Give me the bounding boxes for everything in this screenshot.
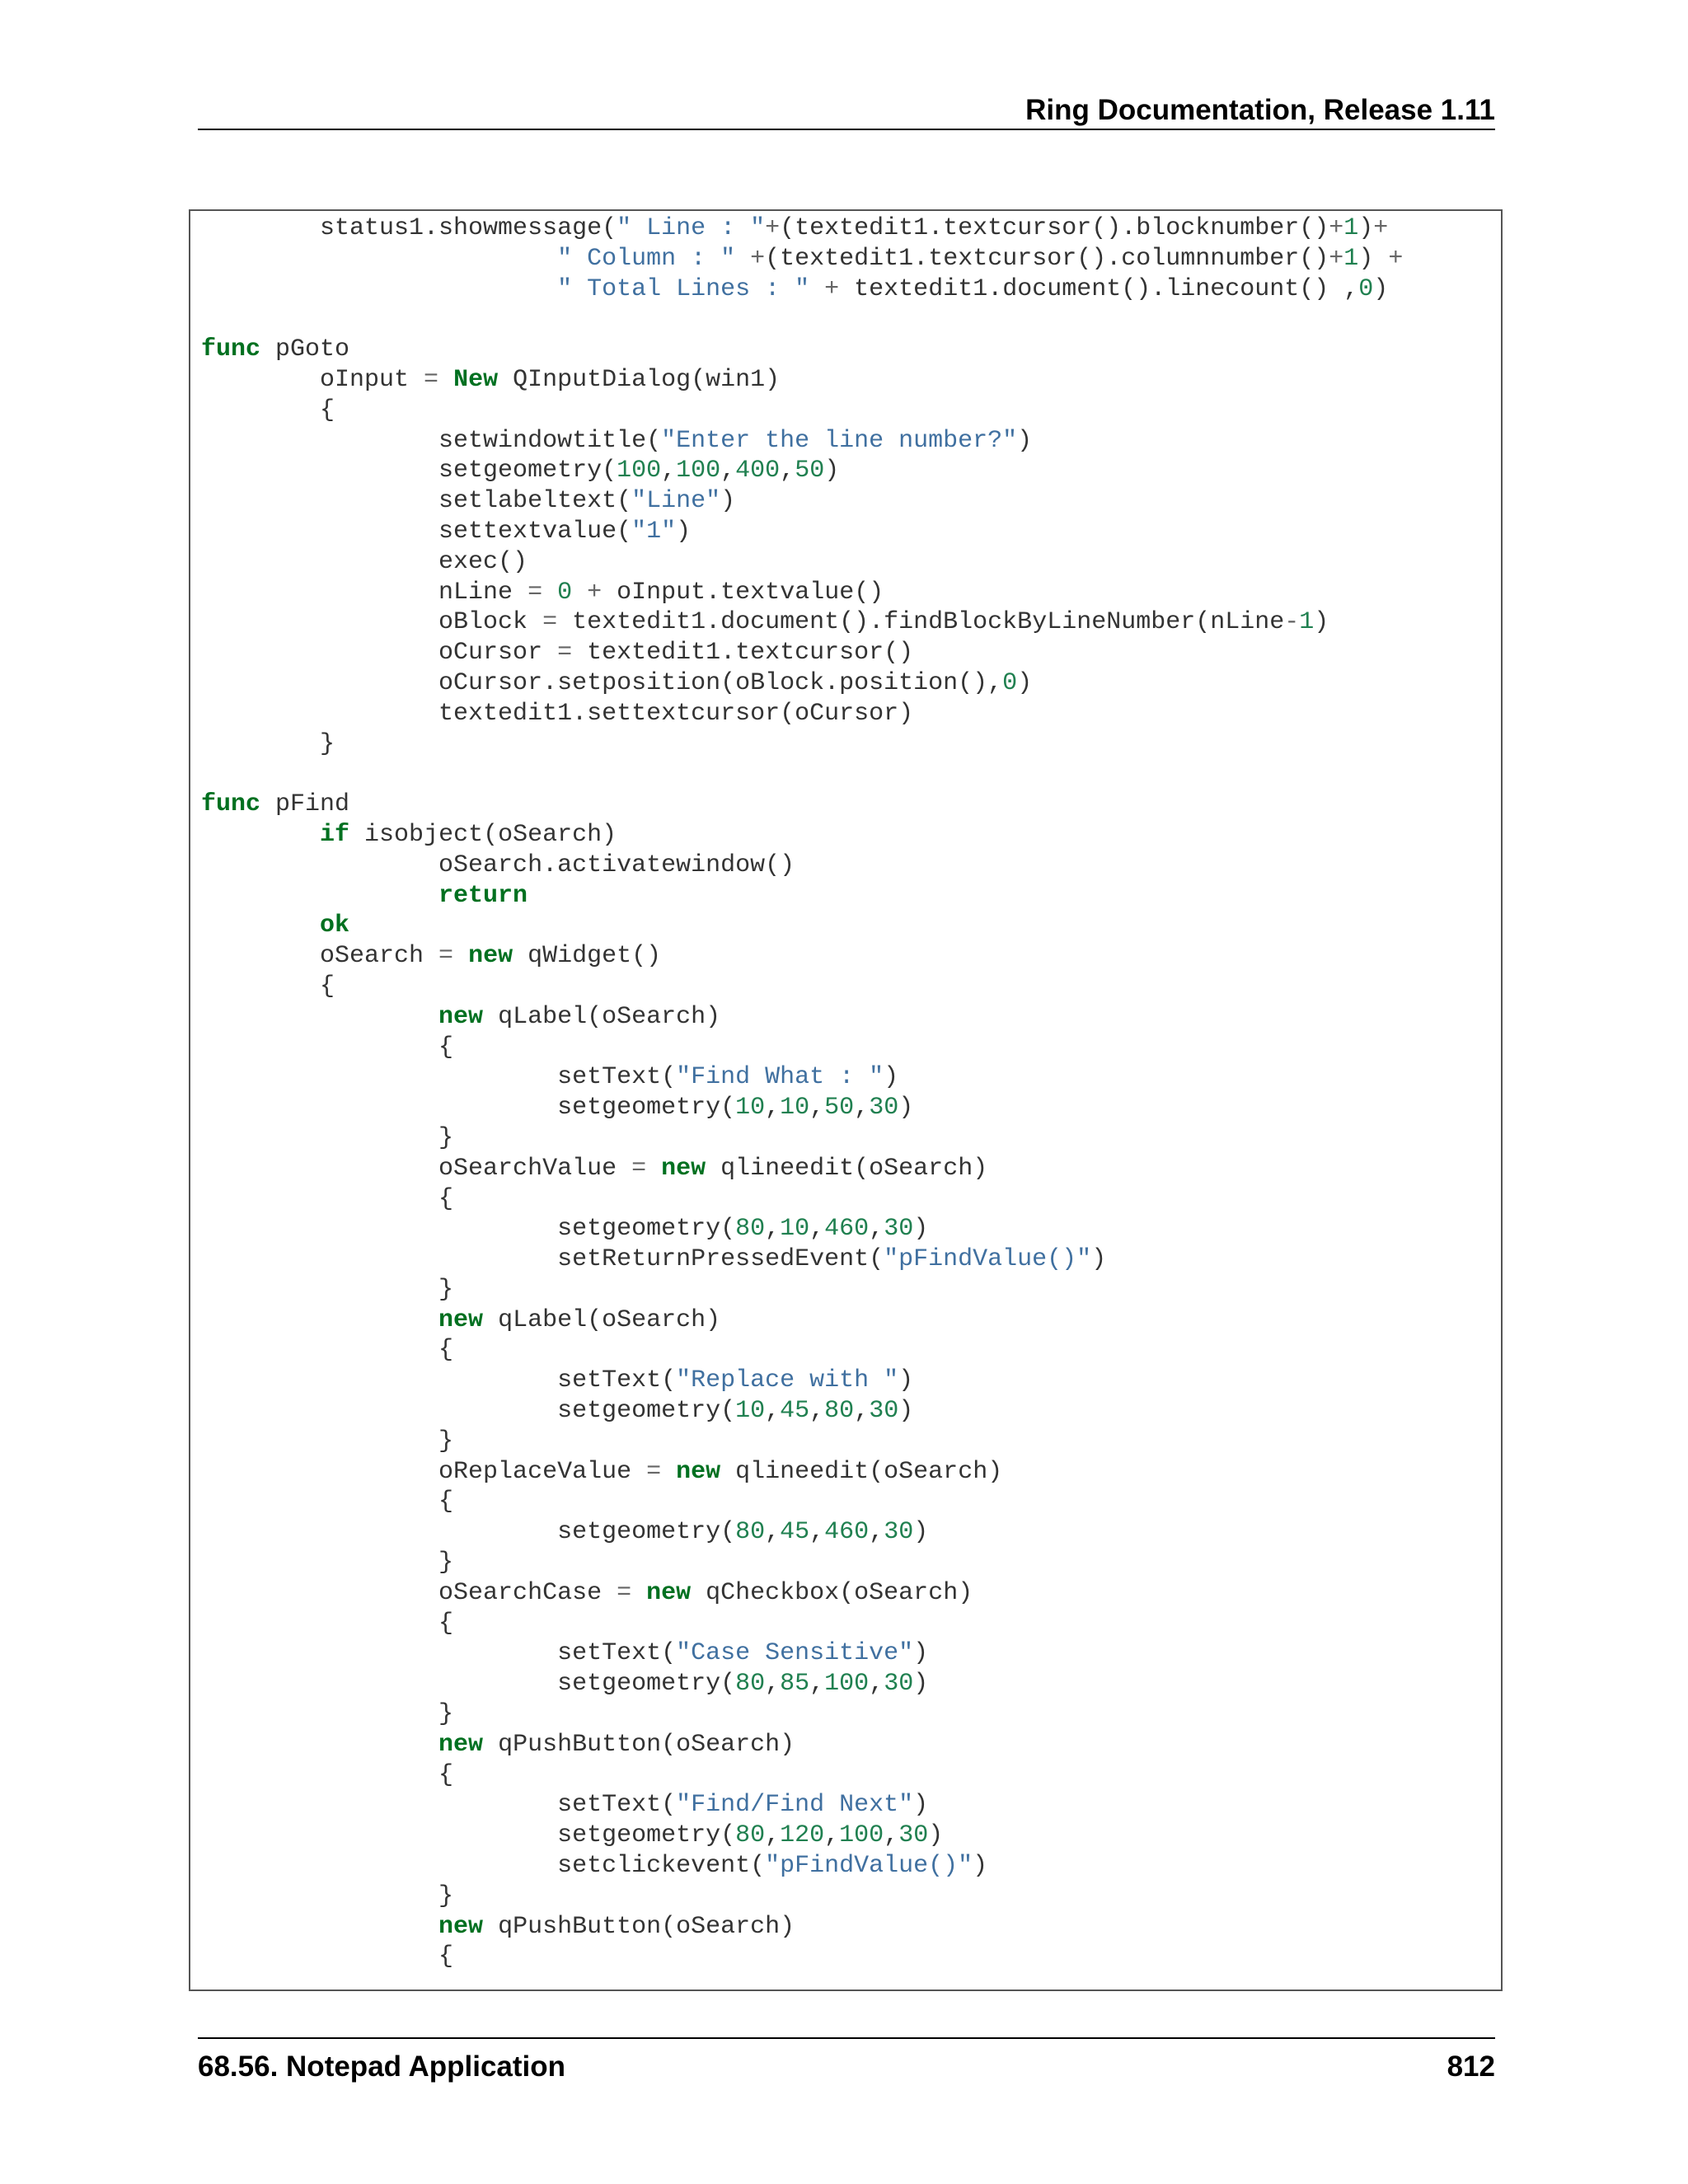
code-line bbox=[201, 790, 1403, 820]
code-text: setgeometry( bbox=[201, 1821, 736, 1850]
code-text bbox=[542, 579, 557, 607]
code-text: qPushButton(oSearch) bbox=[483, 1730, 795, 1759]
code-text: qPushButton(oSearch) bbox=[483, 1912, 795, 1941]
operator: + bbox=[750, 244, 766, 273]
code-text: oSearchValue bbox=[201, 1154, 632, 1183]
code-text: isobject(oSearch) bbox=[349, 820, 617, 849]
code-text: ) bbox=[913, 1639, 929, 1668]
code-text: setclickevent( bbox=[201, 1852, 766, 1881]
code-line bbox=[201, 668, 1403, 699]
code-line bbox=[201, 729, 1403, 760]
page-footer bbox=[198, 2037, 1495, 2088]
code-text: oReplaceValue bbox=[201, 1457, 647, 1486]
operator: = bbox=[528, 578, 543, 607]
code-text: { bbox=[201, 972, 335, 1001]
code-text: status1.showmessage( bbox=[201, 214, 617, 242]
number-literal: 100 bbox=[824, 1670, 870, 1699]
code-line bbox=[201, 1548, 1403, 1578]
code-line bbox=[201, 972, 1403, 1002]
code-text: { bbox=[201, 1184, 454, 1213]
code-line bbox=[201, 213, 1403, 244]
code-text: , bbox=[809, 1670, 825, 1699]
code-text: oCursor bbox=[201, 639, 558, 668]
number-literal: 0 bbox=[557, 578, 573, 607]
number-literal: 400 bbox=[735, 457, 781, 485]
code-text: setgeometry( bbox=[201, 457, 617, 485]
code-text: , bbox=[854, 1397, 870, 1426]
code-text: (textedit1.textcursor().columnnumber() bbox=[765, 244, 1329, 273]
number-literal: 30 bbox=[898, 1821, 929, 1850]
code-text: , bbox=[809, 1094, 825, 1122]
code-text bbox=[572, 579, 587, 607]
code-line bbox=[201, 941, 1403, 972]
operator: = bbox=[557, 639, 573, 668]
code-text: { bbox=[201, 1943, 454, 1971]
code-text: setgeometry( bbox=[201, 1094, 736, 1122]
string-literal: "Replace with " bbox=[676, 1366, 899, 1395]
number-literal: 10 bbox=[735, 1397, 766, 1426]
code-text: , bbox=[765, 1397, 781, 1426]
code-text: , bbox=[661, 457, 677, 485]
string-literal: "pFindValue()" bbox=[765, 1852, 973, 1881]
code-line bbox=[201, 607, 1403, 638]
code-text: setwindowtitle( bbox=[201, 426, 662, 455]
code-text: setText( bbox=[201, 1366, 677, 1395]
code-line bbox=[201, 274, 1403, 305]
string-literal: "Find What : " bbox=[676, 1063, 884, 1092]
code-line bbox=[201, 1669, 1403, 1699]
code-text: , bbox=[720, 457, 736, 485]
operator: + bbox=[824, 274, 840, 303]
code-text: pGoto bbox=[260, 335, 350, 364]
code-line bbox=[201, 1214, 1403, 1244]
number-literal: 80 bbox=[735, 1518, 766, 1547]
code-text: { bbox=[201, 1033, 454, 1062]
code-line bbox=[201, 517, 1403, 547]
code-text: ) bbox=[1091, 1245, 1107, 1274]
number-literal: 80 bbox=[735, 1821, 766, 1850]
code-text: , bbox=[809, 1397, 825, 1426]
code-text: oInput bbox=[201, 365, 424, 394]
code-text bbox=[201, 912, 320, 940]
code-text: ) bbox=[1373, 274, 1389, 303]
number-literal: 45 bbox=[780, 1518, 810, 1547]
code-text: , bbox=[809, 1215, 825, 1244]
code-line bbox=[201, 1244, 1403, 1275]
code-text: ) bbox=[913, 1791, 929, 1820]
number-literal: 1 bbox=[1343, 214, 1359, 242]
code-text: } bbox=[201, 1882, 454, 1910]
number-literal: 0 bbox=[1358, 274, 1374, 303]
code-line bbox=[201, 1002, 1403, 1033]
code-text: } bbox=[201, 1427, 454, 1455]
code-text: , bbox=[869, 1670, 884, 1699]
code-text: { bbox=[201, 1336, 454, 1365]
code-text bbox=[661, 1458, 676, 1486]
number-literal: 30 bbox=[869, 1094, 899, 1122]
code-line bbox=[201, 911, 1403, 941]
code-line bbox=[201, 486, 1403, 517]
code-text: nLine bbox=[201, 578, 528, 607]
string-literal: "Enter the line number?" bbox=[661, 426, 1018, 455]
code-text bbox=[201, 1913, 438, 1941]
number-literal: 10 bbox=[780, 1215, 810, 1244]
operator: = bbox=[438, 942, 454, 971]
code-text: { bbox=[201, 1488, 454, 1516]
code-text: ) bbox=[913, 1215, 929, 1244]
keyword: new bbox=[661, 1154, 706, 1183]
code-line bbox=[201, 881, 1403, 912]
code-text: setlabeltext( bbox=[201, 487, 632, 516]
number-literal: 30 bbox=[869, 1397, 899, 1426]
keyword: ok bbox=[320, 912, 350, 940]
code-text: setText( bbox=[201, 1063, 677, 1092]
code-text: setgeometry( bbox=[201, 1670, 736, 1699]
number-literal: 1 bbox=[1343, 244, 1359, 273]
number-literal: 10 bbox=[780, 1094, 810, 1122]
operator: + bbox=[1329, 244, 1344, 273]
number-literal: 45 bbox=[780, 1397, 810, 1426]
keyword: new bbox=[438, 1912, 484, 1941]
code-text: qWidget() bbox=[513, 942, 662, 971]
document-title: Ring Documentation, Release 1.11 bbox=[1025, 94, 1495, 126]
code-listing bbox=[201, 213, 1403, 1972]
section-title: 68.56. Notepad Application bbox=[198, 2050, 566, 2083]
page-header bbox=[198, 89, 1495, 130]
code-line bbox=[201, 335, 1403, 365]
operator: = bbox=[542, 608, 558, 637]
code-line bbox=[201, 638, 1403, 668]
code-line bbox=[201, 396, 1403, 426]
code-text: ) bbox=[1314, 608, 1329, 637]
operator: + bbox=[765, 214, 781, 242]
string-literal: " Line : " bbox=[617, 214, 766, 242]
code-line bbox=[201, 1487, 1403, 1517]
code-text: qLabel(oSearch) bbox=[483, 1305, 721, 1334]
code-line bbox=[201, 426, 1403, 457]
code-text: oCursor.setposition(oBlock.position(), bbox=[201, 668, 1003, 697]
code-line bbox=[201, 1517, 1403, 1548]
operator: + bbox=[587, 578, 603, 607]
code-text: } bbox=[201, 1275, 454, 1304]
code-text: } bbox=[201, 1123, 454, 1152]
code-text: { bbox=[201, 396, 335, 424]
code-text bbox=[201, 882, 438, 910]
operator: = bbox=[646, 1457, 662, 1486]
code-text: setText( bbox=[201, 1639, 677, 1668]
code-line bbox=[201, 1912, 1403, 1943]
operator: + bbox=[1329, 214, 1344, 242]
code-text: textedit1.settextcursor(oCursor) bbox=[201, 699, 914, 728]
code-text: ) bbox=[928, 1821, 944, 1850]
code-line bbox=[201, 1335, 1403, 1366]
code-text bbox=[201, 1306, 438, 1334]
code-text: } bbox=[201, 1549, 454, 1577]
code-line bbox=[201, 1457, 1403, 1488]
code-line bbox=[201, 456, 1403, 486]
code-text: ) bbox=[1358, 214, 1374, 242]
code-text: , bbox=[869, 1215, 884, 1244]
code-line bbox=[201, 1882, 1403, 1912]
code-line bbox=[201, 1366, 1403, 1396]
code-line bbox=[201, 1851, 1403, 1882]
code-text: , bbox=[809, 1518, 825, 1547]
code-text bbox=[809, 275, 824, 303]
code-text: ) bbox=[898, 1397, 914, 1426]
code-text: , bbox=[765, 1518, 781, 1547]
code-text: exec() bbox=[201, 547, 528, 576]
code-text: oInput.textvalue() bbox=[602, 578, 884, 607]
code-text bbox=[735, 245, 750, 273]
code-line bbox=[201, 1093, 1403, 1123]
code-text: textedit1.document().linecount() , bbox=[839, 274, 1359, 303]
string-literal: "Case Sensitive" bbox=[676, 1639, 914, 1668]
code-text: qlineedit(oSearch) bbox=[720, 1457, 1003, 1486]
code-text: setgeometry( bbox=[201, 1215, 736, 1244]
code-text bbox=[453, 942, 468, 970]
number-literal: 50 bbox=[795, 457, 825, 485]
number-literal: 100 bbox=[676, 457, 721, 485]
code-text bbox=[201, 1003, 438, 1031]
code-text: { bbox=[201, 1760, 454, 1789]
code-text: , bbox=[765, 1215, 781, 1244]
operator: = bbox=[631, 1154, 647, 1183]
code-text: oSearch.activatewindow() bbox=[201, 851, 795, 879]
number-literal: 120 bbox=[780, 1821, 825, 1850]
code-text: oSearch bbox=[201, 942, 439, 971]
keyword: new bbox=[438, 1730, 484, 1759]
code-text: setText( bbox=[201, 1791, 677, 1820]
code-line bbox=[201, 1760, 1403, 1791]
code-text: textedit1.document().findBlockByLineNumber(nLine bbox=[557, 608, 1285, 637]
code-text: ) bbox=[913, 1518, 929, 1547]
code-line bbox=[201, 851, 1403, 881]
code-text: textedit1.textcursor() bbox=[572, 639, 914, 668]
code-text: qCheckbox(oSearch) bbox=[691, 1578, 973, 1607]
code-line bbox=[201, 759, 1403, 790]
code-text: } bbox=[201, 729, 335, 758]
number-literal: 30 bbox=[884, 1670, 914, 1699]
code-text: , bbox=[854, 1094, 870, 1122]
code-text bbox=[201, 821, 320, 849]
code-text: (textedit1.textcursor().blocknumber() bbox=[780, 214, 1329, 242]
page-number: 812 bbox=[1447, 2050, 1495, 2083]
code-line bbox=[201, 1699, 1403, 1730]
number-literal: 85 bbox=[780, 1670, 810, 1699]
code-line bbox=[201, 1578, 1403, 1609]
code-line bbox=[201, 1184, 1403, 1215]
keyword: func bbox=[201, 335, 261, 364]
code-text: qlineedit(oSearch) bbox=[706, 1154, 988, 1183]
code-line bbox=[201, 365, 1403, 396]
code-text: ) bbox=[1358, 244, 1389, 273]
number-literal: 100 bbox=[617, 457, 662, 485]
string-literal: " Column : " bbox=[557, 244, 736, 273]
number-literal: 80 bbox=[735, 1215, 766, 1244]
code-text: setgeometry( bbox=[201, 1518, 736, 1547]
number-literal: 50 bbox=[824, 1094, 855, 1122]
code-text: ) bbox=[898, 1094, 914, 1122]
string-literal: "Line" bbox=[631, 487, 721, 516]
code-line bbox=[201, 578, 1403, 608]
code-line bbox=[201, 1305, 1403, 1336]
keyword: new bbox=[646, 1578, 692, 1607]
code-text: oSearchCase bbox=[201, 1578, 617, 1607]
number-literal: 460 bbox=[824, 1518, 870, 1547]
code-text: { bbox=[201, 1609, 454, 1638]
code-text: , bbox=[884, 1821, 899, 1850]
code-line bbox=[201, 1427, 1403, 1457]
operator: = bbox=[424, 365, 439, 394]
number-literal: 100 bbox=[839, 1821, 884, 1850]
code-text: , bbox=[765, 1094, 781, 1122]
code-text: qLabel(oSearch) bbox=[483, 1002, 721, 1031]
code-text bbox=[646, 1155, 661, 1183]
code-text: settextvalue( bbox=[201, 517, 632, 546]
code-text: ) bbox=[973, 1852, 988, 1881]
code-text: ) bbox=[824, 457, 840, 485]
code-text bbox=[201, 275, 557, 303]
code-line bbox=[201, 1154, 1403, 1184]
code-block bbox=[189, 209, 1503, 1991]
keyword: New bbox=[453, 365, 499, 394]
code-text: ) bbox=[720, 487, 736, 516]
code-text: ) bbox=[676, 517, 692, 546]
code-text: setReturnPressedEvent( bbox=[201, 1245, 884, 1274]
code-line bbox=[201, 547, 1403, 578]
code-line bbox=[201, 1790, 1403, 1821]
code-line bbox=[201, 1275, 1403, 1305]
code-text: ) bbox=[1017, 426, 1033, 455]
code-line bbox=[201, 820, 1403, 851]
keyword: new bbox=[438, 1305, 484, 1334]
number-literal: 30 bbox=[884, 1215, 914, 1244]
code-line bbox=[201, 1821, 1403, 1851]
code-line bbox=[201, 1062, 1403, 1093]
string-literal: "1" bbox=[631, 517, 677, 546]
code-text bbox=[438, 366, 453, 394]
keyword: new bbox=[676, 1457, 721, 1486]
code-text: , bbox=[780, 457, 795, 485]
code-line bbox=[201, 1396, 1403, 1427]
operator: + bbox=[1388, 244, 1404, 273]
code-text: } bbox=[201, 1700, 454, 1729]
code-text: , bbox=[824, 1821, 840, 1850]
keyword: return bbox=[438, 881, 528, 910]
number-literal: 80 bbox=[824, 1397, 855, 1426]
number-literal: 460 bbox=[824, 1215, 870, 1244]
code-text: , bbox=[869, 1518, 884, 1547]
keyword: new bbox=[468, 942, 513, 971]
code-text: pFind bbox=[260, 790, 350, 819]
keyword: if bbox=[320, 820, 350, 849]
code-line bbox=[201, 1033, 1403, 1063]
code-text: oBlock bbox=[201, 608, 543, 637]
code-text: ) bbox=[1017, 668, 1033, 697]
string-literal: "Find/Find Next" bbox=[676, 1791, 914, 1820]
number-literal: 1 bbox=[1299, 608, 1315, 637]
code-text bbox=[631, 1579, 646, 1607]
code-line bbox=[201, 699, 1403, 729]
string-literal: " Total Lines : " bbox=[557, 274, 810, 303]
code-line bbox=[201, 1638, 1403, 1669]
operator: - bbox=[1284, 608, 1300, 637]
code-text: ) bbox=[884, 1063, 899, 1092]
code-line bbox=[201, 304, 1403, 335]
keyword: new bbox=[438, 1002, 484, 1031]
code-line bbox=[201, 1609, 1403, 1639]
number-literal: 10 bbox=[735, 1094, 766, 1122]
code-text: , bbox=[765, 1821, 781, 1850]
string-literal: "pFindValue()" bbox=[884, 1245, 1092, 1274]
number-literal: 30 bbox=[884, 1518, 914, 1547]
code-text: setgeometry( bbox=[201, 1397, 736, 1426]
code-line bbox=[201, 244, 1403, 274]
keyword: func bbox=[201, 790, 261, 819]
number-literal: 80 bbox=[735, 1670, 766, 1699]
number-literal: 0 bbox=[1002, 668, 1018, 697]
code-text: ) bbox=[913, 1670, 929, 1699]
code-text: , bbox=[765, 1670, 781, 1699]
operator: + bbox=[1373, 214, 1389, 242]
code-text bbox=[201, 1731, 438, 1759]
code-text: ) bbox=[898, 1366, 914, 1395]
code-line bbox=[201, 1123, 1403, 1154]
code-text: QInputDialog(win1) bbox=[498, 365, 781, 394]
code-line bbox=[201, 1730, 1403, 1760]
code-line bbox=[201, 1942, 1403, 1972]
code-text bbox=[201, 245, 557, 273]
operator: = bbox=[617, 1578, 632, 1607]
